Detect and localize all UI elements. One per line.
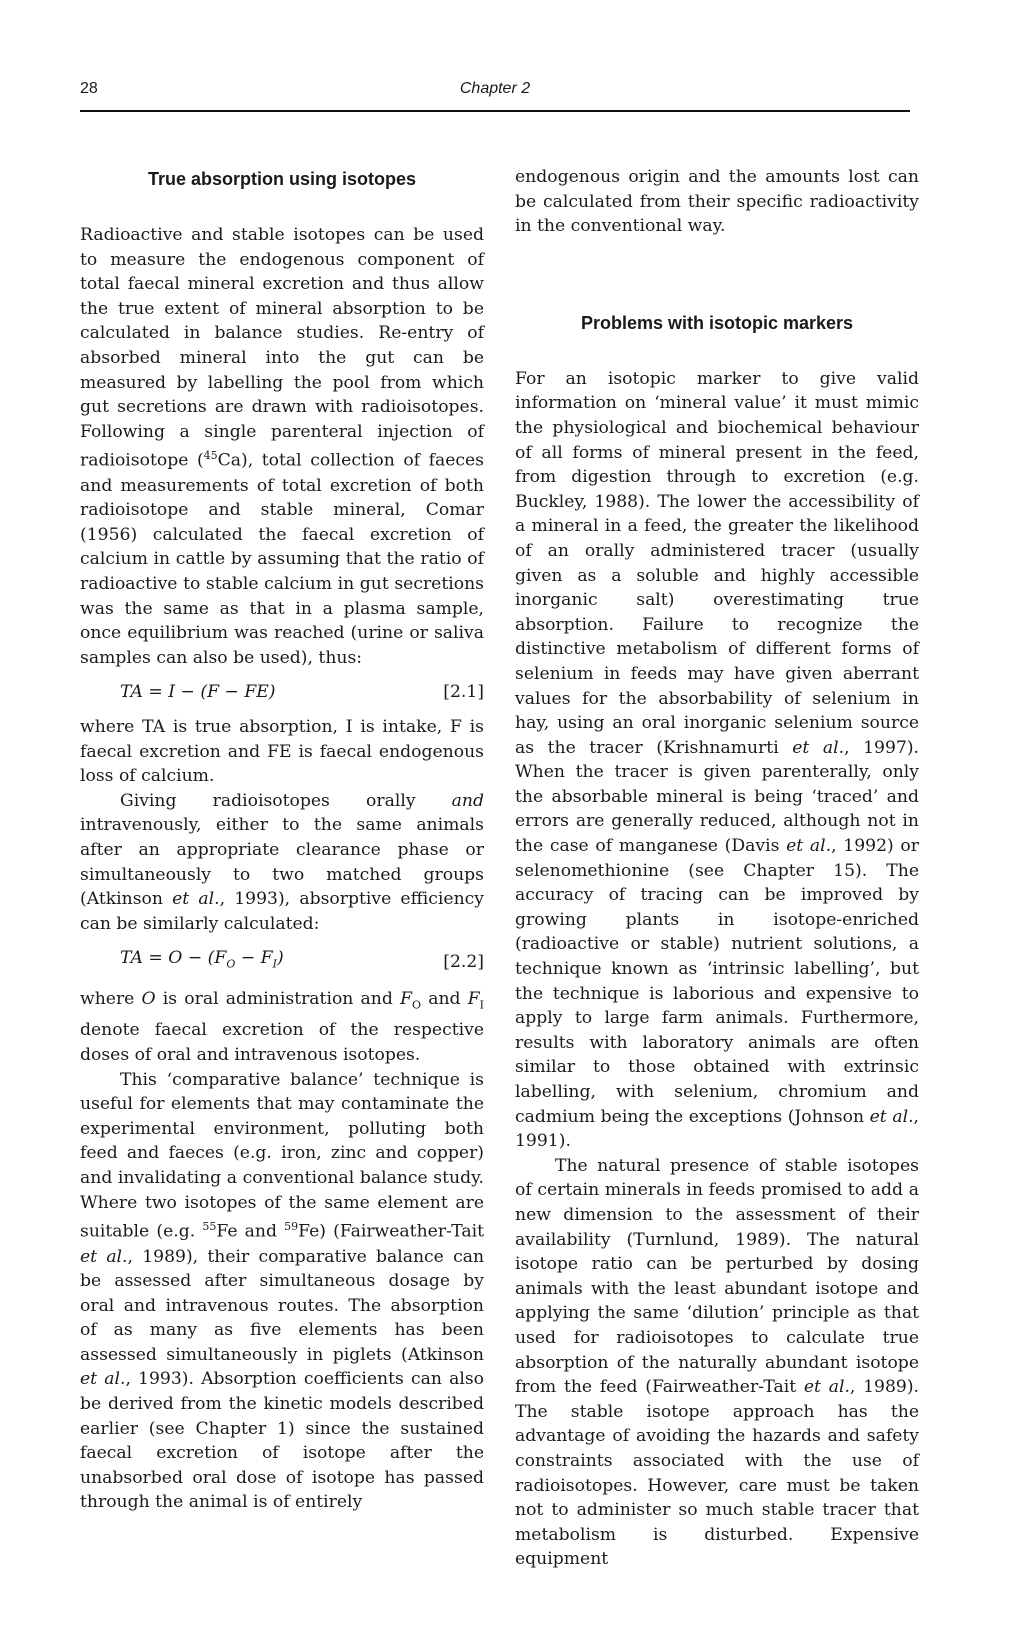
paragraph: where TA is true absorption, I is intake, F is faecal excretion and FE is faecal endogenous loss of calcium. xyxy=(80,717,484,787)
header-rule xyxy=(80,110,910,112)
paragraph: where O is oral administration and $F_O$ and $F_I$ denote faecal excretion of the respective doses of oral and intravenous isotopes. xyxy=(80,989,484,1066)
paragraph: The natural presence of stable isotopes of certain minerals in feeds promised to add a new dimension to the assessment of their availability (Turnlund, 1989). The natural isotope ratio can be perturbed by dosing animals with the least abundant isotope and applying the same ‘dilution’ principle as that used for radioisotopes to calculate true absorption of the naturally abundant isotope from the feed (Fairweather-Tait et al., 1989). The stable isotope approach has the advantage of avoiding the hazards and safety constraints associated with the use of radioisotopes. However, care must be taken not to administer so much stable tracer that metabolism is disturbed. Expensive equipment xyxy=(515,1155,920,1570)
equation-number: [2.1] xyxy=(443,682,484,703)
paragraph: endogenous origin and the amounts lost can be calculated from their specific radioactivity in the conventional way. xyxy=(515,167,919,237)
paragraph: This ‘comparative balance’ technique is useful for elements that may contaminate the experimental environment, polluting both feed and faeces (e.g. iron, zinc and copper) and invalidating a conventional balance study. Where two isotopes of the same element are suitable (e.g. $^{55}$Fe and $^{59}$Fe) (Fairweather-Tait et al., 1989), their comparative balance can be assessed after simultaneous dosage by oral and intravenous routes. The absorption of as many as five elements has been assessed simultaneously in piglets (Atkinson et al., 1993). Absorption coefficients can also be derived from the kinetic models described earlier (see Chapter 1) since the sustained faecal excretion of isotope after the unabsorbed oral dose of isotope has passed through the animal is of entirely xyxy=(80,1069,485,1513)
chapter-label: Chapter 2 xyxy=(459,80,531,97)
equation-2-2 xyxy=(80,946,484,977)
equation-text: TA = $O - (F_O - F_I)$ xyxy=(120,948,284,971)
running-header xyxy=(80,70,910,98)
section-heading-isotopic-markers: Problems with isotopic markers xyxy=(580,312,854,333)
left-column xyxy=(80,165,484,1515)
page-number: 28 xyxy=(80,80,98,97)
right-column xyxy=(515,165,919,1572)
paragraph: Radioactive and stable isotopes can be used to measure the endogenous component of total faecal mineral excretion and thus allow the true extent of mineral absorption to be calculated in balance studies. Re-entry of absorbed mineral into the gut can be measured by labelling the pool from which gut secretions are drawn with radioisotopes. Following a single parenteral injection of radioisotope ($^{45}$Ca), total collection of faeces and measurements of total excretion of both radioisotope and stable mineral, Comar (1956) calculated the faecal excretion of calcium in cattle by assuming that the ratio of radioactive to stable calcium in gut secretions was the same as that in a plasma sample, once equilibrium was reached (urine or saliva samples can also be used), thus: xyxy=(80,225,484,668)
equation-2-1 xyxy=(80,680,484,705)
section-heading-true-absorption: True absorption using isotopes xyxy=(147,169,417,189)
equation-text: TA = I − (F − FE) xyxy=(120,682,276,703)
equation-number: [2.2] xyxy=(443,951,484,972)
paragraph: Giving radioisotopes orally and intravenously, either to the same animals after an appropriate clearance phase or simultaneously to two matched groups (Atkinson et al., 1993), absorptive efficiency can be similarly calculated: xyxy=(80,790,485,934)
paragraph: For an isotopic marker to give valid information on ‘mineral value’ it must mimic the physiological and biochemical behaviour of all forms of mineral present in the feed, from digestion through to excretion (e.g. Buckley, 1988). The lower the accessibility of a mineral in a feed, the greater the likelihood of an orally administered tracer (usually given as a soluble and highly accessible inorganic salt) overestimating true absorption. Failure to recognize the distinctive metabolism of different forms of selenium in feeds may have given aberrant values for the absorbability of selenium in hay, using an oral inorganic selenium source as the tracer (Krishnamurti et al., 1997). When the tracer is given parenterally, only the absorbable mineral is being ‘traced’ and errors are generally reduced, although not in the case of manganese (Davis et al., 1992) or selenomethionine (see Chapter 15). The accuracy of tracing can be improved by growing plants in isotope-enriched (radioactive or stable) nutrient solutions, a technique known as ‘intrinsic labelling’, but the technique is laborious and expensive to apply to large farm animals. Furthermore, results with laboratory animals are often similar to those obtained with extrinsic labelling, with selenium, chromium and cadmium being the exceptions (Johnson et al., 1991). xyxy=(515,368,920,1152)
